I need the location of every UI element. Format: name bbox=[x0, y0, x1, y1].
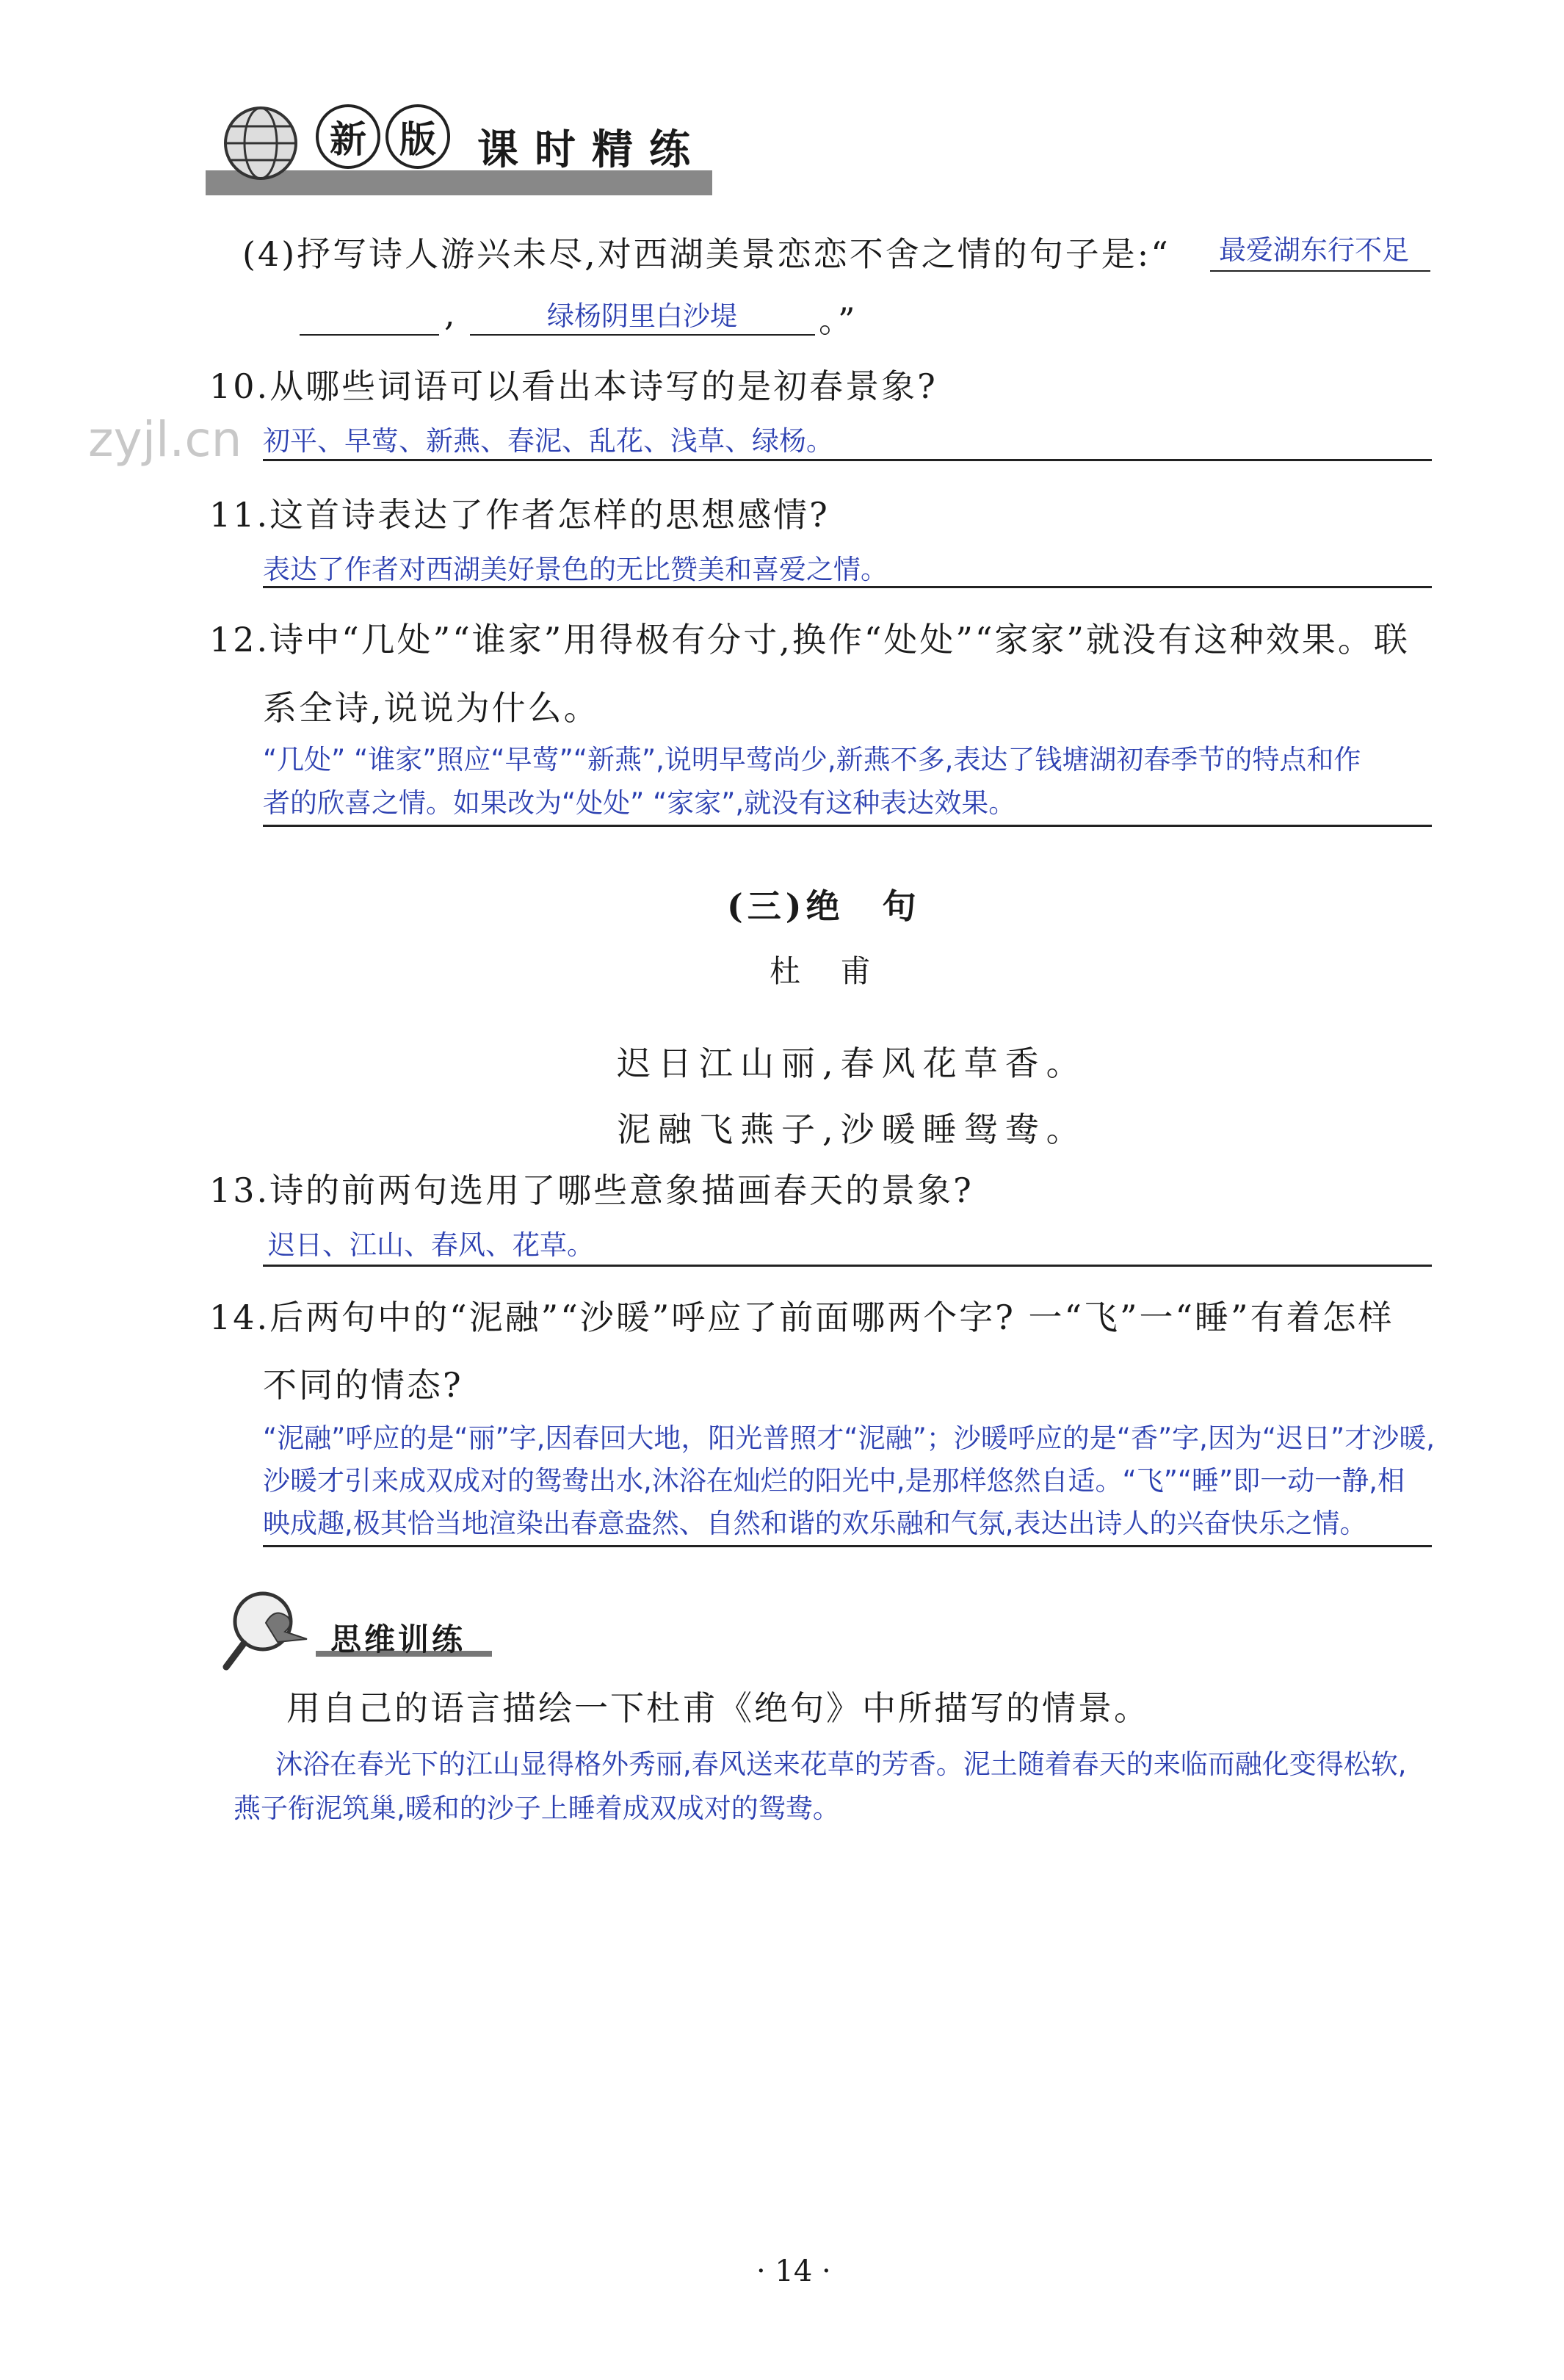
question-12-line-2: 系全诗,说说为什么。 bbox=[263, 688, 600, 728]
question-11-text: 11.这首诗表达了作者怎样的思想感情? bbox=[209, 495, 830, 535]
question-14-answer-1: “泥融”呼应的是“丽”字,因春回大地，阳光普照才“泥融”；沙暖呼应的是“香”字,因为“迟日”才沙暖, bbox=[263, 1422, 1435, 1454]
question-4-text: (4)抒写诗人游兴未尽,对西湖美景恋恋不舍之情的句子是:“ bbox=[242, 234, 1170, 274]
question-13-answer: 迟日、江山、春风、花草。 bbox=[268, 1229, 594, 1261]
header-badge-edition: 版 bbox=[385, 104, 450, 169]
answer-line bbox=[1210, 270, 1430, 272]
poem-author: 杜 甫 bbox=[770, 953, 876, 989]
question-12-answer-1: “几处” “谁家”照应“早莺”“新燕”,说明早莺尚少,新燕不多,表达了钱塘湖初春季节的特点和作 bbox=[263, 744, 1361, 775]
answer-line bbox=[263, 586, 1432, 588]
thinking-answer-1: 沐浴在春光下的江山显得格外秀丽,春风送来花草的芳香。泥土随着春天的来临而融化变得松软, bbox=[275, 1748, 1407, 1780]
question-4-answer-1: 最爱湖东行不足 bbox=[1219, 234, 1409, 266]
magnifier-icon bbox=[220, 1586, 323, 1674]
question-11-answer: 表达了作者对西湖美好景色的无比赞美和喜爱之情。 bbox=[263, 554, 888, 585]
watermark: zyjl.cn bbox=[88, 411, 242, 468]
question-4-answer-2: 绿杨阴里白沙堤 bbox=[547, 300, 737, 332]
header-badge-new: 新 bbox=[316, 104, 380, 169]
header bbox=[206, 73, 712, 198]
question-12-line-1: 12.诗中“几处”“谁家”用得极有分寸,换作“处处”“家家”就没有这种效果。联 bbox=[209, 620, 1410, 659]
answer-line bbox=[300, 334, 439, 336]
question-12-answer-2: 者的欣喜之情。如果改为“处处” “家家”,就没有这种表达效果。 bbox=[263, 787, 1016, 819]
answer-line bbox=[470, 334, 815, 336]
poem-line-2: 泥融飞燕子,沙暖睡鸳鸯。 bbox=[617, 1110, 1087, 1149]
globe-icon bbox=[220, 103, 301, 184]
question-4-comma: , bbox=[444, 294, 457, 333]
thinking-answer-2: 燕子衔泥筑巢,暖和的沙子上睡着成双成对的鸳鸯。 bbox=[233, 1793, 840, 1824]
question-10-text: 10.从哪些词语可以看出本诗写的是初春景象? bbox=[209, 366, 938, 406]
poem-title: (三)绝 句 bbox=[727, 886, 921, 926]
answer-line bbox=[263, 825, 1432, 827]
question-14-line-2: 不同的情态? bbox=[263, 1365, 463, 1405]
thinking-section-header bbox=[220, 1586, 499, 1674]
answer-line bbox=[263, 459, 1432, 461]
answer-line bbox=[263, 1265, 1432, 1267]
question-13-text: 13.诗的前两句选用了哪些意象描画春天的景象? bbox=[209, 1171, 974, 1210]
thinking-section-title: 思维训练 bbox=[330, 1621, 466, 1657]
question-14-answer-2: 沙暖才引来成双成对的鸳鸯出水,沐浴在灿烂的阳光中,是那样悠然自适。“飞”“睡”即一动一静,相 bbox=[263, 1465, 1405, 1497]
question-14-line-1: 14.后两句中的“泥融”“沙暖”呼应了前面哪两个字? 一“飞”一“睡”有着怎样 bbox=[209, 1298, 1394, 1337]
page-number: · 14 · bbox=[756, 2254, 831, 2288]
header-title: 课时精练 bbox=[477, 126, 706, 174]
question-4-end: 。” bbox=[819, 300, 858, 340]
question-10-answer: 初平、早莺、新燕、春泥、乱花、浅草、绿杨。 bbox=[263, 425, 833, 457]
thinking-question: 用自己的语言描绘一下杜甫《绝句》中所描写的情景。 bbox=[286, 1688, 1150, 1728]
answer-line bbox=[263, 1545, 1432, 1547]
poem-line-1: 迟日江山丽,春风花草香。 bbox=[617, 1043, 1087, 1083]
question-14-answer-3: 映成趣,极其恰当地渲染出春意盎然、自然和谐的欢乐融和气氛,表达出诗人的兴奋快乐之情。 bbox=[263, 1508, 1367, 1539]
